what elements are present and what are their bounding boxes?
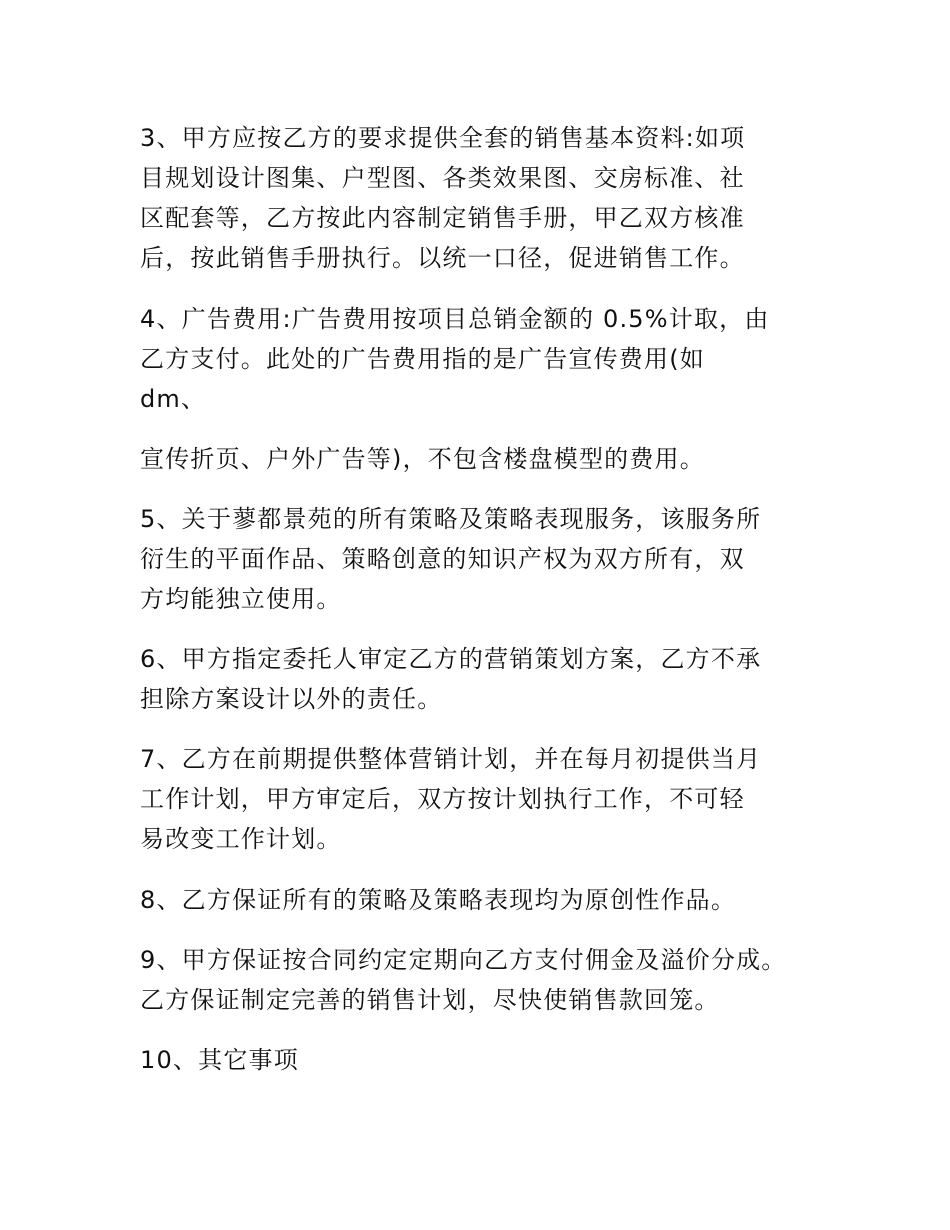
clause-5-line-3: 方均能独立使用。 bbox=[140, 585, 342, 613]
clause-4-line-2: 乙方支付。此处的广告费用指的是广告宣传费用(如 bbox=[140, 345, 705, 373]
clause-10-heading: 10、其它事项 bbox=[140, 1046, 299, 1074]
clause-6-line-1: 6、甲方指定委托人审定乙方的营销策划方案，乙方不承 bbox=[140, 645, 762, 673]
clause-3-line-1: 3、甲方应按乙方的要求提供全套的销售基本资料:如项 bbox=[140, 124, 746, 152]
clause-3-line-2: 目规划设计图集、户型图、各类效果图、交房标准、社 bbox=[140, 164, 745, 192]
clause-6-line-2: 担除方案设计以外的责任。 bbox=[140, 685, 443, 713]
clause-5-line-2: 衍生的平面作品、策略创意的知识产权为双方所有，双 bbox=[140, 545, 745, 573]
clause-4-line-4: 宣传折页、户外广告等)，不包含楼盘模型的费用。 bbox=[140, 445, 705, 473]
clause-4-line-3: dm、 bbox=[140, 385, 207, 413]
clause-3-line-3: 区配套等，乙方按此内容制定销售手册，甲乙双方核准 bbox=[140, 204, 745, 232]
clause-8-line-1: 8、乙方保证所有的策略及策略表现均为原创性作品。 bbox=[140, 886, 737, 914]
clause-7-line-1: 7、乙方在前期提供整体营销计划，并在每月初提供当月 bbox=[140, 745, 762, 773]
clause-9-line-1: 9、甲方保证按合同约定定期向乙方支付佣金及溢价分成。 bbox=[140, 946, 787, 974]
clause-7-line-3: 易改变工作计划。 bbox=[140, 825, 342, 853]
clause-3-line-4: 后，按此销售手册执行。以统一口径，促进销售工作。 bbox=[140, 244, 745, 272]
clause-4-line-1: 4、广告费用:广告费用按项目总销金额的 0.5%计取，由 bbox=[140, 305, 770, 333]
clause-5-line-1: 5、关于蓼都景苑的所有策略及策略表现服务，该服务所 bbox=[140, 505, 762, 533]
clause-7-line-2: 工作计划，甲方审定后，双方按计划执行工作，不可轻 bbox=[140, 785, 745, 813]
clause-9-line-2: 乙方保证制定完善的销售计划，尽快使销售款回笼。 bbox=[140, 986, 720, 1014]
